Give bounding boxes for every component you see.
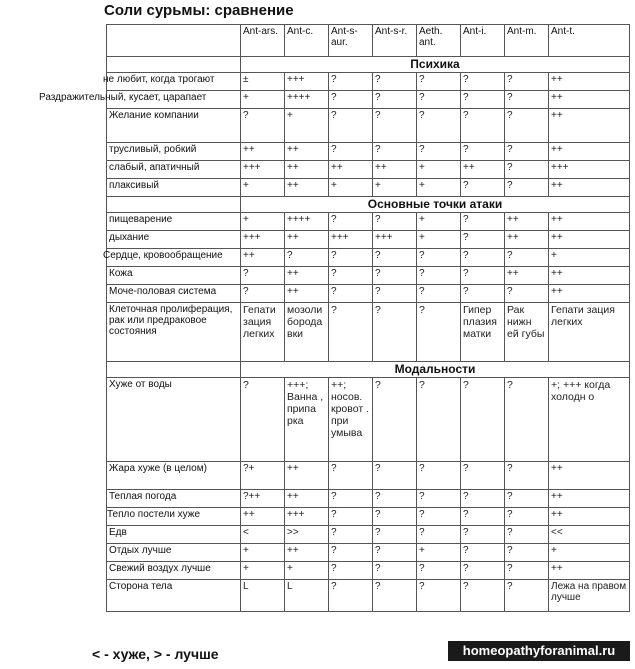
row-label-text: дыхание (109, 232, 150, 243)
row-label-text: Раздражительный, кусает, царапает (39, 92, 207, 103)
cell-value: L (285, 580, 329, 612)
cell-value: ? (285, 249, 329, 267)
cell-value: +; +++ когда холодн о (549, 378, 630, 462)
section-title: Основные точки атаки (241, 197, 630, 213)
table-row (107, 378, 630, 462)
row-label-text: не любит, когда трогают (103, 74, 215, 85)
cell-value: Гепати зация легких (241, 303, 285, 362)
table-row (107, 462, 630, 490)
cell-value: ? (505, 143, 549, 161)
row-label-text: Отдых лучше (109, 545, 172, 556)
column-header (107, 25, 241, 57)
column-header: Ant-i. (461, 25, 505, 57)
cell-value: ? (329, 490, 373, 508)
cell-value: ? (373, 109, 417, 143)
cell-value: ? (329, 580, 373, 612)
cell-value: ? (505, 285, 549, 303)
cell-value: ? (461, 249, 505, 267)
table-row (107, 161, 630, 179)
cell-value: + (241, 544, 285, 562)
row-label (107, 179, 241, 197)
table-row (107, 179, 630, 197)
cell-value: ? (505, 378, 549, 462)
row-label (107, 378, 241, 462)
table-row (107, 526, 630, 544)
cell-value: ? (329, 285, 373, 303)
cell-value: + (417, 179, 461, 197)
cell-value: ? (417, 508, 461, 526)
cell-value: ++; носов. кровот . при умыва (329, 378, 373, 462)
cell-value: ? (505, 73, 549, 91)
table-row (107, 544, 630, 562)
cell-value: + (241, 91, 285, 109)
cell-value: ± (241, 73, 285, 91)
cell-value: ? (417, 249, 461, 267)
cell-value: ++ (505, 213, 549, 231)
cell-value: ++ (241, 508, 285, 526)
row-label (107, 303, 241, 362)
page-title: Соли сурьмы: сравнение (104, 2, 294, 19)
cell-value: ? (417, 91, 461, 109)
cell-value: +++ (329, 231, 373, 249)
cell-value: + (241, 213, 285, 231)
table-row (107, 231, 630, 249)
cell-value: ? (417, 109, 461, 143)
column-header: Ant-ars. (241, 25, 285, 57)
table-row (107, 213, 630, 231)
section-title: Модальности (241, 362, 630, 378)
cell-value: ? (505, 462, 549, 490)
table-row (107, 73, 630, 91)
column-header: Ant-s-r. (373, 25, 417, 57)
cell-value: ? (461, 526, 505, 544)
cell-value: ? (373, 490, 417, 508)
cell-value: ? (329, 508, 373, 526)
cell-value: ++ (549, 91, 630, 109)
section-row (107, 362, 630, 378)
cell-value: ++ (549, 213, 630, 231)
header-row (107, 25, 630, 57)
cell-value: Лежа на правом лучше (549, 580, 630, 612)
cell-value: ? (505, 91, 549, 109)
cell-value: ? (417, 143, 461, 161)
cell-value: ? (241, 109, 285, 143)
cell-value: +++ (241, 231, 285, 249)
row-label-text: Кожа (109, 268, 133, 279)
cell-value: ++ (285, 544, 329, 562)
cell-value: ? (417, 267, 461, 285)
row-label-text: Жара хуже (в целом) (109, 463, 207, 474)
cell-value: ? (461, 580, 505, 612)
cell-value: + (285, 562, 329, 580)
cell-value: ? (329, 267, 373, 285)
cell-value: ? (505, 580, 549, 612)
row-label (107, 580, 241, 612)
table-row (107, 249, 630, 267)
cell-value: ++ (549, 267, 630, 285)
cell-value: + (549, 544, 630, 562)
cell-value: ? (329, 526, 373, 544)
cell-value: ? (461, 562, 505, 580)
cell-value: ++ (549, 179, 630, 197)
row-label-text: Тепло постели хуже (107, 509, 201, 520)
cell-value: ? (461, 91, 505, 109)
cell-value: ++ (285, 179, 329, 197)
cell-value: + (549, 249, 630, 267)
cell-value: ++ (505, 267, 549, 285)
cell-value: ++ (285, 143, 329, 161)
row-label (107, 490, 241, 508)
cell-value: ? (329, 91, 373, 109)
cell-value: << (549, 526, 630, 544)
cell-value: +++ (373, 231, 417, 249)
cell-value: ? (417, 580, 461, 612)
table-row (107, 91, 630, 109)
cell-value: ? (505, 562, 549, 580)
cell-value: ++++ (285, 213, 329, 231)
cell-value: +++ (241, 161, 285, 179)
cell-value: ? (461, 213, 505, 231)
cell-value: ? (505, 508, 549, 526)
cell-value: ? (461, 544, 505, 562)
cell-value: ? (373, 213, 417, 231)
column-header: Ant-m. (505, 25, 549, 57)
cell-value: + (417, 213, 461, 231)
table-row (107, 109, 630, 143)
cell-value: ++ (549, 143, 630, 161)
cell-value: ? (417, 378, 461, 462)
cell-value: + (285, 109, 329, 143)
row-label (39, 91, 241, 109)
cell-value: ++ (373, 161, 417, 179)
row-label (107, 526, 241, 544)
cell-value: ? (241, 267, 285, 285)
cell-value: ? (461, 109, 505, 143)
column-header: Ant-s-aur. (329, 25, 373, 57)
table-row (107, 562, 630, 580)
cell-value: ? (373, 285, 417, 303)
cell-value: ++ (549, 490, 630, 508)
row-label (107, 508, 241, 526)
row-label-text: Сердце, кровообращение (103, 250, 223, 261)
column-header: Ant-c. (285, 25, 329, 57)
cell-value: +++; Ванна , припа рка (285, 378, 329, 462)
table-row (107, 285, 630, 303)
cell-value: ? (329, 73, 373, 91)
cell-value: ? (373, 544, 417, 562)
cell-value: ? (329, 109, 373, 143)
cell-value: ++ (241, 143, 285, 161)
cell-value: ++ (285, 285, 329, 303)
row-label-text: Моче-половая система (109, 286, 217, 297)
cell-value: ? (373, 73, 417, 91)
row-label-text: Хуже от воды (109, 379, 172, 390)
cell-value: Гипер плазия матки (461, 303, 505, 362)
cell-value: ? (241, 378, 285, 462)
cell-value: >> (285, 526, 329, 544)
cell-value: ? (461, 231, 505, 249)
cell-value: ++ (285, 267, 329, 285)
cell-value: ? (373, 303, 417, 362)
row-label (107, 267, 241, 285)
cell-value: ? (241, 285, 285, 303)
cell-value: ? (373, 91, 417, 109)
cell-value: ? (461, 462, 505, 490)
cell-value: ? (505, 161, 549, 179)
cell-value: ? (417, 462, 461, 490)
cell-value: ? (505, 249, 549, 267)
row-label-text: Теплая погода (109, 491, 177, 502)
cell-value: ++ (285, 231, 329, 249)
cell-value: ?+ (241, 462, 285, 490)
cell-value: ? (417, 562, 461, 580)
cell-value: ? (461, 490, 505, 508)
legend-note: < - хуже, > - лучше (92, 646, 219, 662)
cell-value: +++ (285, 73, 329, 91)
row-label (103, 73, 241, 91)
cell-value: ? (329, 303, 373, 362)
cell-value: ? (505, 109, 549, 143)
cell-value: ++ (285, 490, 329, 508)
row-label (103, 249, 241, 267)
cell-value: ? (373, 143, 417, 161)
cell-value: ? (373, 508, 417, 526)
row-label-text: слабый, апатичный (109, 162, 200, 173)
cell-value: ?++ (241, 490, 285, 508)
cell-value: ? (417, 303, 461, 362)
cell-value: ++ (549, 562, 630, 580)
cell-value: ++ (549, 231, 630, 249)
cell-value: +++ (285, 508, 329, 526)
cell-value: ? (373, 249, 417, 267)
cell-value: +++ (549, 161, 630, 179)
cell-value: + (241, 179, 285, 197)
row-label-text: трусливый, робкий (109, 144, 197, 155)
table-row (107, 143, 630, 161)
cell-value: L (241, 580, 285, 612)
cell-value: ++ (241, 249, 285, 267)
cell-value: мозоли борода вки (285, 303, 329, 362)
table-row (107, 508, 630, 526)
cell-value: Гепати зация легких (549, 303, 630, 362)
table-row (107, 580, 630, 612)
cell-value: Рак нижн ей губы (505, 303, 549, 362)
column-header: Aeth. ant. (417, 25, 461, 57)
cell-value: ? (417, 490, 461, 508)
row-label-text: Клеточная пролиферация, рак или предраковое состояния (109, 304, 233, 337)
row-label-text: Сторона тела (109, 581, 173, 592)
cell-value: ? (329, 143, 373, 161)
row-label (107, 285, 241, 303)
column-header: Ant-t. (549, 25, 630, 57)
comparison-table (39, 24, 630, 612)
cell-value: ? (461, 143, 505, 161)
cell-value: ? (461, 73, 505, 91)
table-row (107, 267, 630, 285)
row-label (107, 544, 241, 562)
section-row (107, 57, 630, 73)
section-title: Психика (241, 57, 630, 73)
cell-value: ? (329, 213, 373, 231)
cell-value: ? (461, 267, 505, 285)
table-row (107, 303, 630, 362)
cell-value: ? (461, 285, 505, 303)
cell-value: ? (373, 580, 417, 612)
section-row (107, 197, 630, 213)
row-label-text: пищеварение (109, 214, 173, 225)
table-row (107, 490, 630, 508)
cell-value: + (373, 179, 417, 197)
row-label (107, 143, 241, 161)
row-label (107, 109, 241, 143)
cell-value: ? (417, 73, 461, 91)
row-label (107, 562, 241, 580)
cell-value: + (417, 231, 461, 249)
cell-value: ? (417, 526, 461, 544)
cell-value: ? (373, 462, 417, 490)
cell-value: ++ (505, 231, 549, 249)
cell-value: ? (505, 490, 549, 508)
cell-value: ++ (285, 161, 329, 179)
cell-value: ++ (549, 73, 630, 91)
cell-value: < (241, 526, 285, 544)
cell-value: ? (505, 179, 549, 197)
cell-value: ++ (285, 462, 329, 490)
cell-value: ? (505, 544, 549, 562)
cell-value: + (417, 161, 461, 179)
cell-value: ++ (549, 285, 630, 303)
cell-value: ? (329, 544, 373, 562)
cell-value: ? (329, 249, 373, 267)
cell-value: ? (373, 562, 417, 580)
row-label-text: плаксивый (109, 180, 159, 191)
row-label (107, 213, 241, 231)
cell-value: ? (373, 378, 417, 462)
row-label-text: Свежий воздух лучше (109, 563, 211, 574)
cell-value: ++ (549, 462, 630, 490)
row-label-text: Едв (109, 527, 127, 538)
row-label (107, 161, 241, 179)
row-label-text: Желание компании (109, 110, 199, 121)
cell-value: ++ (549, 109, 630, 143)
cell-value: + (241, 562, 285, 580)
cell-value: ++ (549, 508, 630, 526)
cell-value: ? (461, 508, 505, 526)
cell-value: ? (373, 526, 417, 544)
site-watermark: homeopathyforanimal.ru (448, 641, 630, 661)
cell-value: ++++ (285, 91, 329, 109)
cell-value: + (329, 179, 373, 197)
row-label (107, 231, 241, 249)
cell-value: + (417, 544, 461, 562)
cell-value: ? (329, 562, 373, 580)
cell-value: ? (461, 179, 505, 197)
cell-value: ++ (329, 161, 373, 179)
cell-value: ? (373, 267, 417, 285)
cell-value: ? (329, 462, 373, 490)
cell-value: ? (505, 526, 549, 544)
cell-value: ? (417, 285, 461, 303)
cell-value: ++ (461, 161, 505, 179)
row-label (107, 462, 241, 490)
cell-value: ? (461, 378, 505, 462)
